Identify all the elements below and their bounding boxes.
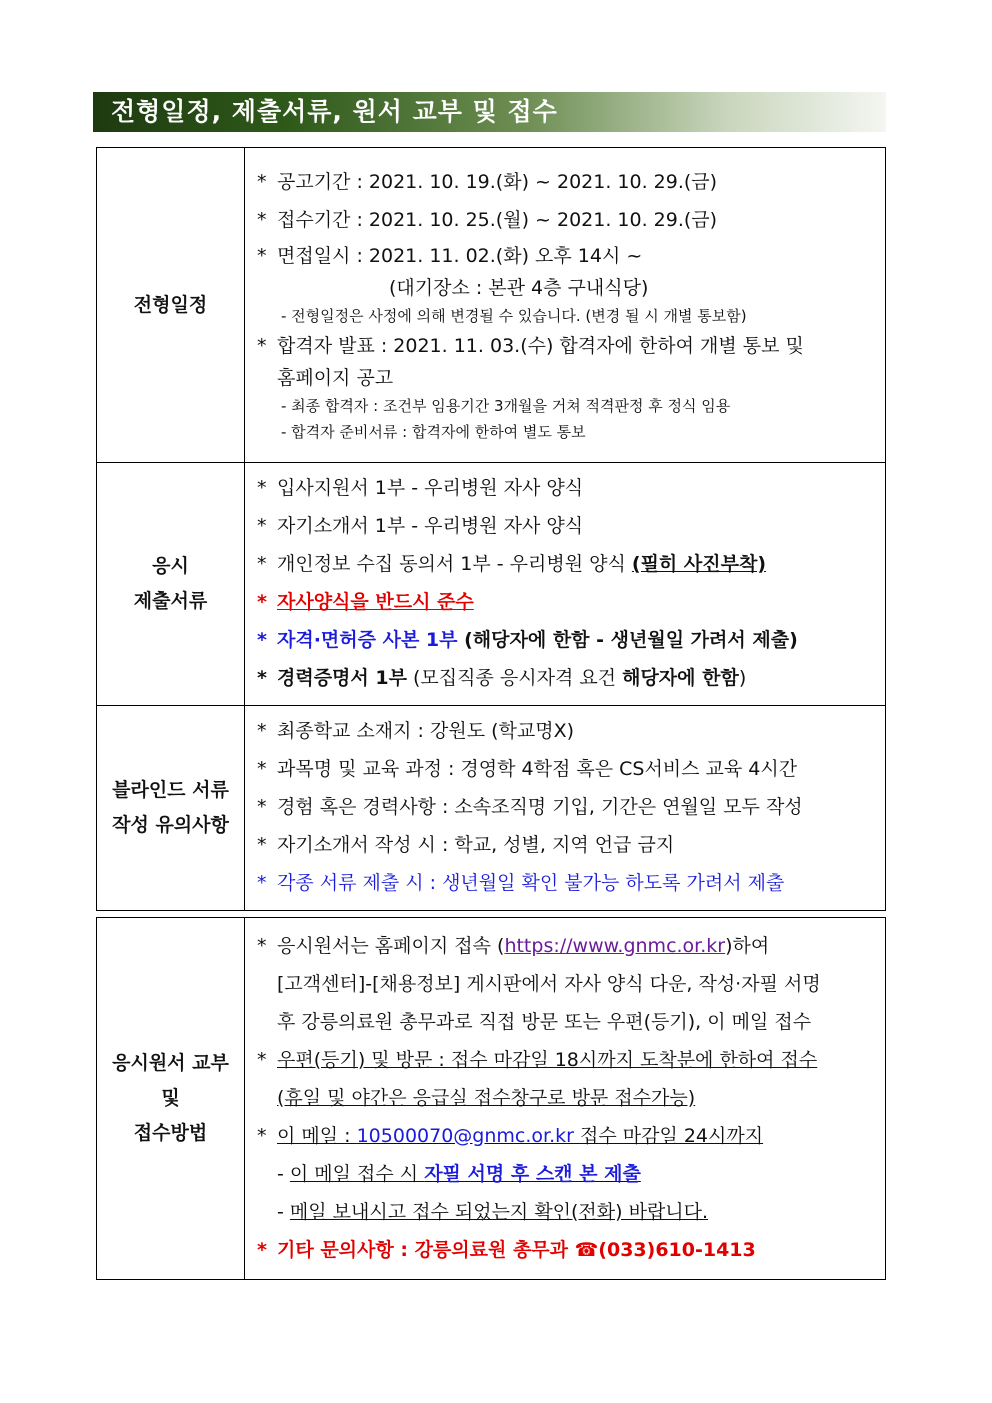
doc-career-cert-close: ) (738, 667, 747, 689)
notice-period: * 공고기간 : 2021. 10. 19.(화) ~ 2021. 10. 29.(금) (257, 171, 718, 193)
doc-career-cert-note: (모집직종 응시자격 요건 (406, 667, 623, 689)
app-email-deadline: 접수 마감일 24시까지 (573, 1124, 764, 1147)
application-period-text: 접수기간 : 2021. 10. 25.(월) ~ 2021. 10. 29.(금) (277, 209, 718, 231)
interview-date: * 면접일시 : 2021. 11. 02.(화) 오후 14시 ~ (257, 245, 643, 267)
blind-experience: * 경험 혹은 경력사항 : 소속조직명 기입, 기간은 연월일 모두 작성 (257, 796, 803, 818)
blind-self-intro-text: 자기소개서 작성 시 : 학교, 성별, 지역 언급 금지 (277, 834, 675, 856)
blind-school-text: 최종학교 소재지 : 강원도 (학교명X) (277, 720, 575, 742)
doc-privacy-consent: * 개인정보 수집 동의서 1부 - 우리병원 양식 (필히 사진부착) (257, 553, 766, 575)
blind-courses-text: 과목명 및 교육 과정 : 경영학 4학점 혹은 CS서비스 교육 4시간 (277, 758, 798, 780)
doc-license-copy: * 자격·면허증 사본 1부 (해당자에 한함 - 생년월일 가려서 제출) (257, 629, 798, 651)
application-period: * 접수기간 : 2021. 10. 25.(월) ~ 2021. 10. 29.(금) (257, 209, 718, 231)
app-homepage-text: 응시원서는 홈페이지 접속 ( (277, 934, 505, 957)
doc-license-copy-text: 자격·면허증 사본 1부 (277, 629, 458, 651)
waiting-place: (대기장소 : 본관 4층 구내식당) (389, 277, 649, 299)
application-header-line1: 응시원서 교부 (112, 1052, 229, 1074)
info-table (96, 147, 886, 911)
photo-required-note: (필히 사진부착) (631, 553, 766, 575)
app-email-note1: - 이 메일 접수 시 자필 서명 후 스캔 본 제출 (277, 1162, 641, 1185)
documents-note: - 합격자 준비서류 : 합격자에 한하여 별도 통보 (281, 423, 586, 441)
app-inquiry: * 기타 문의사항 : 강릉의료원 총무과 ☎(033)610-1413 (257, 1238, 756, 1261)
blind-experience-text: 경험 혹은 경력사항 : 소속조직명 기입, 기간은 연월일 모두 작성 (277, 796, 803, 818)
blind-header-line2: 작성 유의사항 (112, 814, 229, 836)
app-mail-visit-text: 우편(등기) 및 방문 : 접수 마감일 18시까지 도착분에 한하여 접수 (277, 1048, 818, 1071)
app-email-note2-text: 메일 보내시고 접수 되었는지 확인(전화) 바랍니다. (289, 1200, 709, 1223)
documents-content (245, 463, 886, 706)
app-email: * 이 메일 : 10500070@gnmc.or.kr 접수 마감일 24시까지 (257, 1124, 764, 1147)
blind-school: * 최종학교 소재지 : 강원도 (학교명X) (257, 720, 575, 742)
section-banner: 전형일정, 제출서류, 원서 교부 및 접수 (93, 92, 886, 132)
row-application (97, 918, 886, 1280)
result-announcement-text: 합격자 발표 : 2021. 11. 03.(수) 합격자에 한하여 개별 통보 및 (277, 335, 804, 357)
schedule-note: - 전형일정은 사정에 의해 변경될 수 있습니다. (변경 될 시 개별 통보함) (281, 307, 747, 325)
homepage-link[interactable]: https://www.gnmc.or.kr (504, 934, 726, 957)
doc-career-cert: * 경력증명서 1부 (모집직종 응시자격 요건 해당자에 한함) (257, 667, 747, 689)
app-homepage-text-end: )하여 (725, 934, 770, 957)
app-homepage-cont1: [고객센터]-[채용정보] 게시판에서 자사 양식 다운, 작성·자필 서명 (277, 972, 821, 995)
doc-career-cert-text: 경력증명서 1부 (277, 667, 407, 689)
doc-form-compliance-text: 자사양식을 반드시 준수 (277, 591, 474, 613)
schedule-header-text: 전형일정 (133, 293, 208, 316)
app-homepage-cont2: 후 강릉의료원 총무과로 직접 방문 또는 우편(등기), 이 메일 접수 (277, 1010, 812, 1033)
application-content (245, 918, 886, 1280)
application-header-line3: 접수방법 (133, 1122, 208, 1144)
row-documents (97, 463, 886, 706)
final-pass-note: - 최종 합격자 : 조건부 임용기간 3개월을 거쳐 적격판정 후 정식 임용 (281, 397, 731, 415)
doc-privacy-consent-text: 개인정보 수집 동의서 1부 - 우리병원 양식 (277, 553, 632, 575)
doc-application-form: * 입사지원서 1부 - 우리병원 자사 양식 (257, 477, 584, 499)
documents-header-line2: 제출서류 (133, 590, 208, 612)
app-email-note1-text: 이 메일 접수 시 (289, 1162, 425, 1185)
blind-header (97, 706, 245, 911)
app-email-label: 이 메일 : (277, 1124, 357, 1147)
application-table (96, 917, 886, 1280)
result-announcement: * 합격자 발표 : 2021. 11. 03.(수) 합격자에 한하여 개별 통보 및 (257, 335, 804, 357)
blind-header-line1: 블라인드 서류 (112, 779, 229, 801)
schedule-content (245, 148, 886, 463)
blind-birthdate: * 각종 서류 제출 시 : 생년월일 확인 불가능 하도록 가려서 제출 (257, 872, 785, 894)
blind-content (245, 706, 886, 911)
app-mail-visit-cont: (휴일 및 야간은 응급실 접수창구로 방문 접수가능) (277, 1086, 696, 1109)
blind-birthdate-text: 각종 서류 제출 시 : 생년월일 확인 불가능 하도록 가려서 제출 (277, 872, 785, 894)
documents-header (97, 463, 245, 706)
row-schedule (97, 148, 886, 463)
application-header (97, 918, 245, 1280)
doc-form-compliance: * 자사양식을 반드시 준수 (257, 591, 474, 613)
app-email-note2: - 메일 보내시고 접수 되었는지 확인(전화) 바랍니다. (277, 1200, 709, 1223)
doc-career-cert-bold: 해당자에 한함 (622, 667, 739, 689)
doc-application-form-text: 입사지원서 1부 - 우리병원 자사 양식 (277, 477, 584, 499)
doc-self-intro-text: 자기소개서 1부 - 우리병원 자사 양식 (277, 515, 584, 537)
blind-self-intro: * 자기소개서 작성 시 : 학교, 성별, 지역 언급 금지 (257, 834, 675, 856)
doc-license-copy-note: (해당자에 한함 - 생년월일 가려서 제출) (457, 629, 798, 651)
notice-period-text: 공고기간 : 2021. 10. 19.(화) ~ 2021. 10. 29.(금) (277, 171, 718, 193)
email-link[interactable]: 10500070@gnmc.or.kr (356, 1124, 574, 1147)
application-header-line2: 및 (161, 1087, 180, 1109)
interview-date-text: 면접일시 : 2021. 11. 02.(화) 오후 14시 ~ (277, 245, 643, 267)
app-mail-visit: * 우편(등기) 및 방문 : 접수 마감일 18시까지 도착분에 한하여 접수 (257, 1048, 818, 1071)
app-email-note1-bold: 자필 서명 후 스캔 본 제출 (424, 1162, 641, 1185)
result-announcement-cont: 홈페이지 공고 (277, 367, 394, 389)
doc-self-intro: * 자기소개서 1부 - 우리병원 자사 양식 (257, 515, 584, 537)
row-blind (97, 706, 886, 911)
schedule-header (97, 148, 245, 463)
app-homepage: * 응시원서는 홈페이지 접속 (https://www.gnmc.or.kr)하여 (257, 934, 770, 957)
blind-courses: * 과목명 및 교육 과정 : 경영학 4학점 혹은 CS서비스 교육 4시간 (257, 758, 798, 780)
app-inquiry-text: 기타 문의사항 : 강릉의료원 총무과 ☎(033)610-1413 (277, 1238, 756, 1261)
documents-header-line1: 응시 (152, 555, 189, 577)
